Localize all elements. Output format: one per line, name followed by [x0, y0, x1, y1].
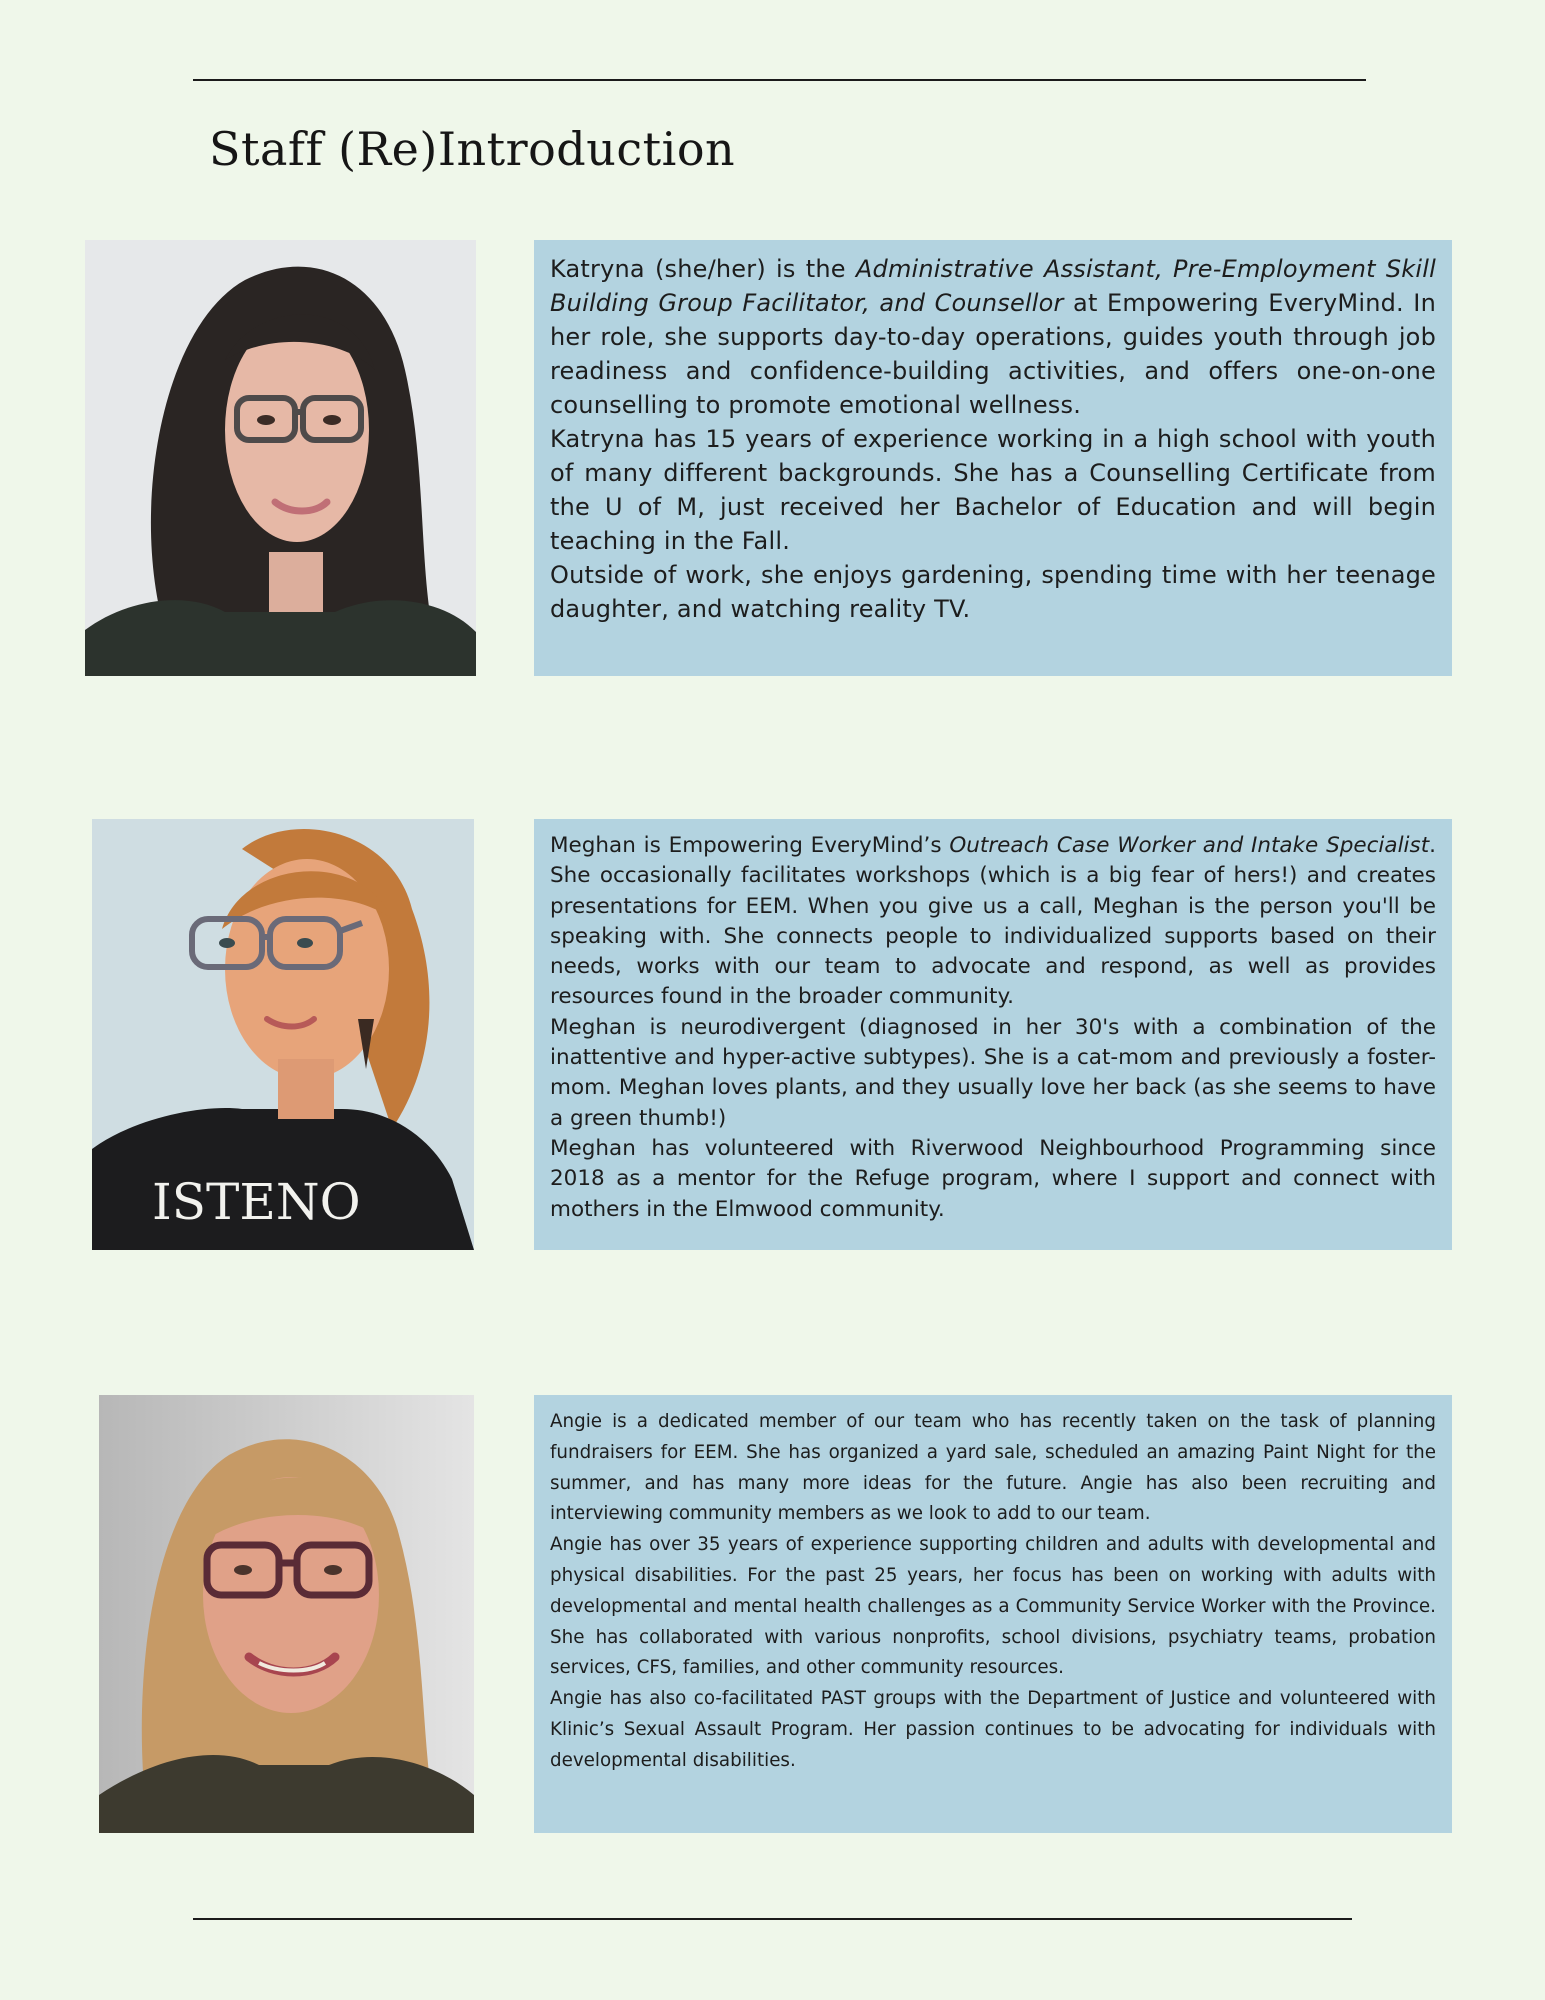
top-divider — [193, 79, 1366, 81]
bio-card-katryna — [534, 240, 1452, 676]
bio-paragraph: Meghan is Empowering EveryMind’s Outreach Case Worker and Intake Specialist. She occasionally facilitates workshops (which is a big fear of hers!) and creates presentations for EEM. When you give us a call, Meghan is the person you'll be speaking with. She connects people to individualized supports based on their needs, works with our team to advocate and respond, as well as provides resources found in the broader community. — [550, 833, 1436, 1010]
bio-paragraph: Outside of work, she enjoys gardening, spending time with her teenage daughter, and watching reality TV. — [550, 561, 1436, 623]
photo-meghan — [92, 819, 474, 1250]
bottom-divider — [193, 1918, 1352, 1920]
bio-paragraph: Meghan has volunteered with Riverwood Neighbourhood Programming since 2018 as a mentor for the Refuge program, where I support and connect with mothers in the Elmwood community. — [550, 1135, 1436, 1222]
bio-paragraph: Angie is a dedicated member of our team who has recently taken on the task of planning fundraisers for EEM. She has organized a yard sale, scheduled an amazing Paint Night for the summer, and has many more ideas for the future. Angie has also been recruiting and interviewing community members as we look to add to our team. — [550, 1411, 1436, 1525]
bio-paragraph: Meghan is neurodivergent (diagnosed in her 30's with a combination of the inattentive and hyper-active subtypes). She is a cat-mom and previously a foster-mom. Meghan loves plants, and they usually love her back (as she seems to have a green thumb!) — [550, 1014, 1436, 1131]
shirt-print: ISTENO — [152, 1173, 361, 1231]
bio-paragraph: Angie has also co-facilitated PAST groups with the Department of Justice and volunteered with Klinic’s Sexual Assault Program. Her passion continues to be advocating for individuals with developmental disabilities. — [550, 1688, 1436, 1771]
bio-paragraph: Katryna (she/her) is the Administrative Assistant, Pre-Employment Skill Building Group Facilitator, and Counsellor at Empowering EveryMind. In her role, she supports day-to-day operations, guides youth through job readiness and confidence-building activities, and offers one-on-one counselling to promote emotional wellness. — [550, 255, 1436, 419]
bio-card-meghan — [534, 819, 1452, 1250]
job-title: Outreach Case Worker and Intake Specialist — [949, 833, 1430, 858]
job-title: Administrative Assistant, Pre-Employment Skill Building Group Facilitator, and Counsellor — [550, 255, 1436, 317]
photo-angie — [99, 1395, 474, 1833]
page-title: Staff (Re)Introduction — [209, 122, 736, 176]
photo-katryna — [85, 240, 476, 676]
bio-paragraph: Angie has over 35 years of experience supporting children and adults with developmental and physical disabilities. For the past 25 years, her focus has been on working with adults with developmental and mental health challenges as a Community Service Worker with the Province. She has collaborated with various nonprofits, school divisions, psychiatry teams, probation services, CFS, families, and other community resources. — [550, 1534, 1436, 1679]
bio-paragraph: Katryna has 15 years of experience working in a high school with youth of many different backgrounds. She has a Counselling Certificate from the U of M, just received her Bachelor of Education and will begin teaching in the Fall. — [550, 425, 1436, 555]
bio-card-angie — [534, 1395, 1452, 1833]
